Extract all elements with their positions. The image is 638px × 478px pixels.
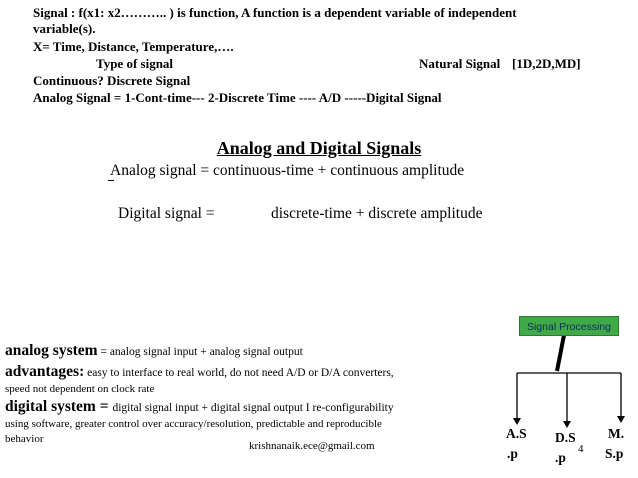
leaf-ds-line-2: .p	[555, 450, 566, 465]
footer-email: krishnanaik.ece@gmail.com	[249, 440, 375, 452]
header-line-6: Analog Signal = 1-Cont-time--- 2-Discrete Time ---- A/D -----Digital Signal	[33, 90, 442, 105]
digital-system-desc: digital signal input + digital signal output I re-configurability	[112, 402, 394, 414]
digital-system-label: digital system =	[5, 398, 113, 415]
leaf-as-line-1: A.S	[506, 426, 527, 441]
advantages-desc-2: speed not dependent on clock rate	[5, 383, 155, 395]
type-of-signal-label: Type of signal	[96, 56, 174, 71]
digital-system-desc-2: using software, greater control over accuracy/resolution, predictable and reproducible	[5, 418, 382, 430]
leaf-ms-line-2: S.p	[605, 446, 624, 461]
header-line-5: Continuous? Discrete Signal	[33, 73, 191, 88]
digital-signal-lhs: Digital signal =	[118, 205, 215, 222]
analog-signal-equation: Analog signal = continuous-time + continuous amplitude	[110, 162, 465, 179]
signal-processing-node: Signal Processing	[519, 316, 619, 336]
header-line-1: Signal : f(x1: x2……….. ) is function, A function is a dependent variable of independent	[33, 5, 517, 20]
digital-signal-rhs: discrete-time + discrete amplitude	[271, 205, 483, 222]
section-title: Analog and Digital Signals	[216, 138, 422, 158]
arrow-head-middle	[563, 421, 571, 428]
arrow-head-right	[617, 416, 625, 423]
leaf-ds-line-1: D.S	[555, 430, 576, 445]
advantages-label: advantages:	[5, 363, 85, 380]
leaf-as-line-2: .p	[507, 446, 518, 461]
analog-system-label: analog system	[5, 342, 98, 359]
leaf-ms-line-1: M.	[608, 426, 625, 441]
advantages-desc: easy to interface to real world, do not need A/D or D/A converters,	[84, 367, 394, 379]
dimensions-label: [1D,2D,MD]	[512, 56, 581, 71]
natural-signal-label: Natural Signal	[419, 56, 501, 71]
page-number: 4	[578, 443, 584, 455]
analog-system-desc: = analog signal input + analog signal output	[97, 346, 303, 358]
digital-system-desc-3: behavior	[5, 433, 44, 445]
header-line-3: X= Time, Distance, Temperature,….	[33, 39, 234, 54]
header-line-2: variable(s).	[33, 21, 96, 36]
